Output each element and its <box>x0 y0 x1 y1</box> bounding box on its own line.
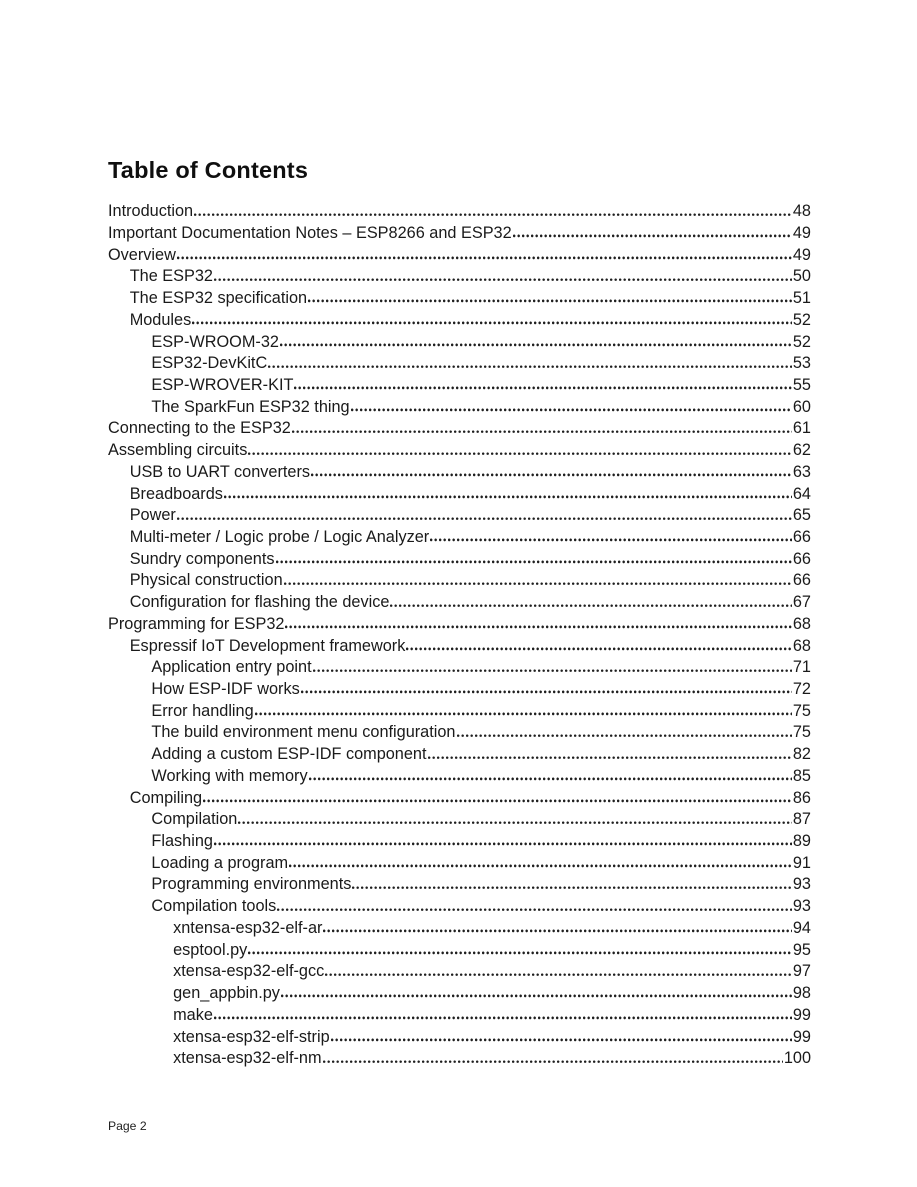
toc-entry-title: Error handling <box>151 701 254 720</box>
toc-leader-dots <box>194 213 792 217</box>
toc-entry[interactable] <box>108 592 811 614</box>
toc-entry-title: Multi-meter / Logic probe / Logic Analyzer <box>129 527 430 546</box>
toc-entry-page: 52 <box>792 332 811 351</box>
toc-entry-title: Introduction <box>108 202 194 221</box>
toc-entry-page: 49 <box>792 223 811 242</box>
toc-entry-page: 87 <box>792 810 811 829</box>
toc-entry-page: 97 <box>792 962 811 981</box>
toc-leader-dots <box>214 1016 792 1020</box>
toc-entry[interactable] <box>108 744 811 766</box>
toc-entry-page: 93 <box>792 897 811 916</box>
toc-entry-page: 64 <box>792 484 811 503</box>
toc-entry-title: USB to UART converters <box>129 462 311 481</box>
toc-entry-page: 75 <box>792 701 811 720</box>
toc-leader-dots <box>192 321 792 325</box>
toc-entry[interactable] <box>108 896 811 918</box>
toc-entry[interactable] <box>108 549 811 571</box>
toc-entry-page: 99 <box>792 1005 811 1024</box>
toc-entry[interactable] <box>108 570 811 592</box>
toc-entry[interactable] <box>108 1048 811 1070</box>
toc-leader-dots <box>430 538 792 542</box>
toc-entry-page: 66 <box>792 527 811 546</box>
toc-entry-title: xtensa-esp32-elf-nm <box>173 1049 322 1068</box>
toc-leader-dots <box>352 886 792 890</box>
toc-entry-page: 61 <box>792 419 811 438</box>
toc-leader-dots <box>308 299 792 303</box>
toc-leader-dots <box>214 278 792 282</box>
toc-leader-dots <box>203 799 792 803</box>
toc-entry-page: 65 <box>792 506 811 525</box>
toc-leader-dots <box>177 517 792 521</box>
toc-leader-dots <box>325 973 792 977</box>
toc-entry-page: 75 <box>792 723 811 742</box>
toc-entry-title: Breadboards <box>129 484 223 503</box>
toc-entry-title: Compiling <box>129 788 203 807</box>
toc-entry-title: Physical construction <box>129 571 283 590</box>
toc-entry-title: make <box>173 1005 213 1024</box>
toc-entry[interactable] <box>108 505 811 527</box>
toc-entry-page: 51 <box>792 289 811 308</box>
toc-entry-title: Compilation tools <box>151 897 277 916</box>
toc-leader-dots <box>277 908 792 912</box>
toc-entry-title: The ESP32 specification <box>129 289 308 308</box>
toc-entry-title: Sundry components <box>129 549 275 568</box>
toc-entry-title: Power <box>129 506 176 525</box>
toc-entry[interactable] <box>108 353 811 375</box>
toc-leader-dots <box>280 343 792 347</box>
toc-entry-title: Connecting to the ESP32 <box>108 419 291 438</box>
toc-entry-title: xntensa-esp32-elf-ar <box>173 918 323 937</box>
page-footer-label: Page 2 <box>108 1119 147 1133</box>
toc-list <box>108 201 811 1070</box>
toc-entry-page: 72 <box>792 680 811 698</box>
toc-entry[interactable] <box>108 266 811 288</box>
toc-entry-title: Overview <box>108 245 176 264</box>
toc-entry[interactable] <box>108 701 811 723</box>
toc-entry[interactable] <box>108 722 811 744</box>
toc-entry-title: ESP-WROOM-32 <box>151 332 279 351</box>
toc-entry-title: Adding a custom ESP-IDF component <box>151 745 427 764</box>
toc-leader-dots <box>255 712 792 716</box>
toc-entry-title: xtensa-esp32-elf-strip <box>173 1027 330 1046</box>
toc-leader-dots <box>390 604 791 608</box>
toc-entry-page: 63 <box>792 462 811 481</box>
toc-leader-dots <box>276 560 792 564</box>
toc-entry[interactable] <box>108 766 811 788</box>
toc-entry-title: The build environment menu configuration <box>151 723 456 742</box>
toc-entry-page: 94 <box>792 918 811 937</box>
toc-entry-page: 86 <box>792 788 811 807</box>
toc-entry-page: 93 <box>792 875 811 894</box>
toc-leader-dots <box>224 495 792 499</box>
toc-entry-page: 100 <box>783 1049 811 1068</box>
toc-leader-dots <box>311 473 792 477</box>
toc-leader-dots <box>284 582 792 586</box>
toc-entry-title: ESP-WROVER-KIT <box>151 375 294 394</box>
toc-entry[interactable] <box>108 1005 811 1027</box>
toc-entry[interactable] <box>108 614 811 636</box>
toc-entry[interactable] <box>108 375 811 397</box>
toc-entry-title: How ESP-IDF works <box>151 680 300 698</box>
toc-entry-page: 53 <box>792 354 811 373</box>
toc-entry[interactable] <box>108 853 811 875</box>
toc-entry-title: Programming for ESP32 <box>108 614 285 633</box>
toc-entry-page: 50 <box>792 267 811 286</box>
toc-leader-dots <box>294 386 791 390</box>
toc-entry-page: 91 <box>792 853 811 872</box>
toc-leader-dots <box>351 408 792 412</box>
toc-entry-page: 67 <box>792 593 811 612</box>
toc-leader-dots <box>289 864 792 868</box>
toc-entry-title: esptool.py <box>173 940 248 959</box>
toc-entry[interactable] <box>108 245 811 267</box>
toc-leader-dots <box>268 365 792 369</box>
toc-leader-dots <box>301 690 792 694</box>
toc-leader-dots <box>214 842 792 846</box>
toc-entry-title: Espressif IoT Development framework <box>129 636 406 655</box>
toc-entry[interactable] <box>108 310 811 332</box>
toc-entry-page: 66 <box>792 571 811 590</box>
toc-leader-dots <box>323 1060 783 1064</box>
toc-leader-dots <box>248 452 792 456</box>
toc-entry[interactable] <box>108 831 811 853</box>
toc-entry[interactable] <box>108 288 811 310</box>
toc-entry-page: 62 <box>792 441 811 460</box>
toc-entry-page: 48 <box>792 202 811 221</box>
toc-entry-title: Flashing <box>151 832 213 851</box>
toc-entry-title: Loading a program <box>151 853 289 872</box>
toc-entry[interactable] <box>108 657 811 679</box>
toc-leader-dots <box>313 669 792 673</box>
toc-entry[interactable] <box>108 874 811 896</box>
toc-entry-title: The SparkFun ESP32 thing <box>151 397 350 416</box>
toc-entry[interactable] <box>108 440 811 462</box>
toc-entry-title: Assembling circuits <box>108 441 248 460</box>
toc-entry[interactable] <box>108 462 811 484</box>
toc-entry-page: 99 <box>792 1027 811 1046</box>
toc-leader-dots <box>513 234 792 238</box>
toc-entry[interactable] <box>108 679 811 701</box>
toc-entry-page: 60 <box>792 397 811 416</box>
toc-entry[interactable] <box>108 961 811 983</box>
toc-leader-dots <box>323 929 791 933</box>
toc-entry-title: ESP32-DevKitC <box>151 354 268 373</box>
toc-leader-dots <box>285 625 791 629</box>
toc-entry-title: The ESP32 <box>129 267 213 286</box>
toc-entry[interactable] <box>108 418 811 440</box>
page-content <box>108 156 811 1070</box>
toc-entry-page: 95 <box>792 940 811 959</box>
toc-entry[interactable] <box>108 940 811 962</box>
toc-entry-title: Configuration for flashing the device <box>129 593 390 612</box>
toc-entry-title: Compilation <box>151 810 238 829</box>
toc-entry-page: 52 <box>792 310 811 329</box>
toc-entry-page: 68 <box>792 614 811 633</box>
toc-leader-dots <box>428 756 792 760</box>
toc-entry-title: xtensa-esp32-elf-gcc <box>173 962 325 981</box>
toc-entry[interactable] <box>108 1027 811 1049</box>
toc-entry-title: gen_appbin.py <box>173 984 280 1003</box>
toc-entry[interactable] <box>108 332 811 354</box>
toc-entry[interactable] <box>108 983 811 1005</box>
toc-entry-title: Application entry point <box>151 658 312 677</box>
toc-leader-dots <box>238 821 792 825</box>
toc-entry-page: 71 <box>792 658 811 677</box>
toc-entry-page: 85 <box>792 766 811 785</box>
page-title: Table of Contents <box>108 157 309 183</box>
toc-entry-page: 98 <box>792 984 811 1003</box>
toc-leader-dots <box>457 734 792 738</box>
toc-entry[interactable] <box>108 223 811 245</box>
toc-leader-dots <box>248 951 792 955</box>
toc-leader-dots <box>292 430 792 434</box>
toc-entry[interactable] <box>108 788 811 810</box>
toc-entry-title: Modules <box>129 310 192 329</box>
toc-entry[interactable] <box>108 484 811 506</box>
toc-entry[interactable] <box>108 809 811 831</box>
toc-entry-page: 68 <box>792 636 811 655</box>
toc-entry[interactable] <box>108 201 811 223</box>
toc-entry-page: 55 <box>792 375 811 394</box>
toc-entry-page: 49 <box>792 245 811 264</box>
toc-entry-title: Working with memory <box>151 766 308 785</box>
toc-entry-page: 66 <box>792 549 811 568</box>
toc-entry[interactable] <box>108 527 811 549</box>
toc-entry-page: 89 <box>792 832 811 851</box>
toc-entry[interactable] <box>108 397 811 419</box>
toc-leader-dots <box>406 647 792 651</box>
toc-leader-dots <box>177 256 792 260</box>
toc-entry[interactable] <box>108 636 811 658</box>
toc-entry[interactable] <box>108 918 811 940</box>
toc-entry-title: Important Documentation Notes – ESP8266 and ESP32 <box>108 223 512 242</box>
toc-leader-dots <box>331 1038 792 1042</box>
toc-entry-page: 82 <box>792 745 811 764</box>
toc-leader-dots <box>309 777 792 781</box>
toc-entry-title: Programming environments <box>151 875 352 894</box>
toc-leader-dots <box>281 994 792 998</box>
